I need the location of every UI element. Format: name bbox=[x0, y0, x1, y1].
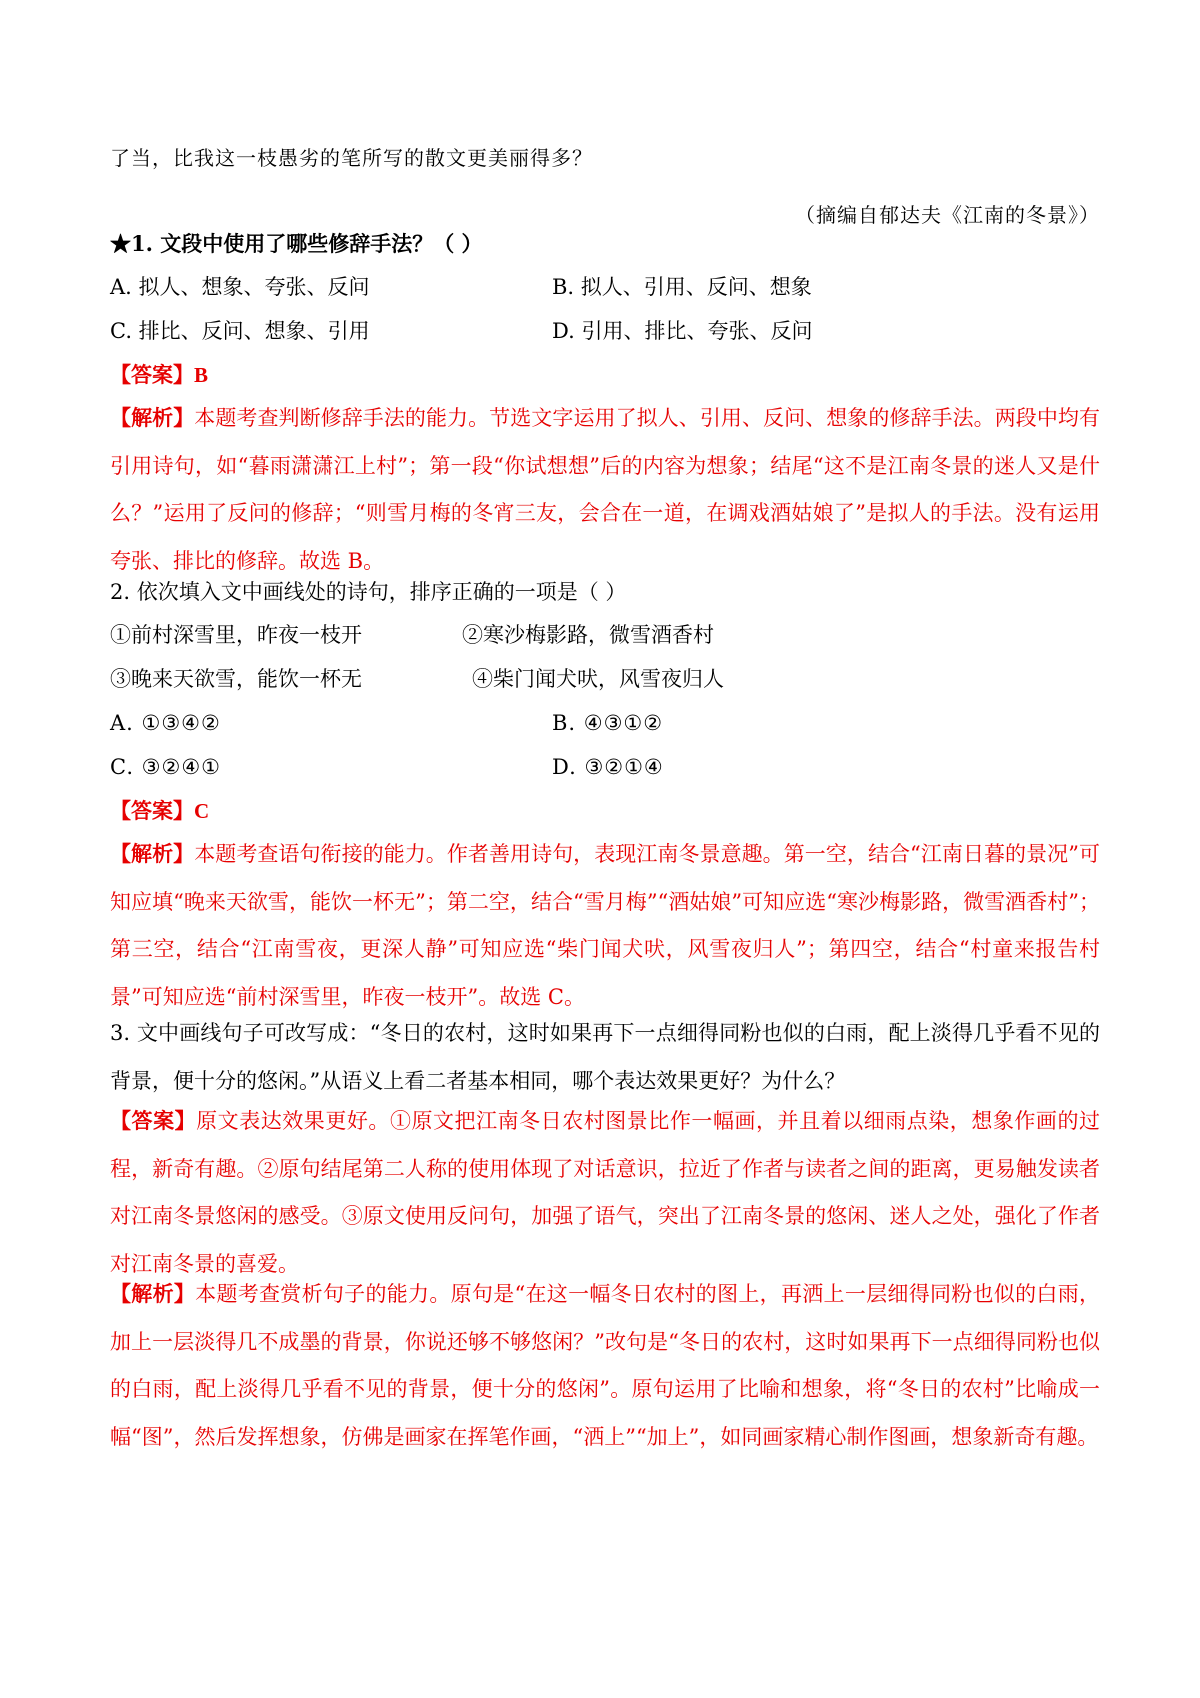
q1-stem: ★1. 文段中使用了哪些修辞手法？（ ） bbox=[110, 231, 483, 256]
q1-option-a: A. 拟人、想象、夸张、反问 bbox=[110, 275, 370, 299]
analysis-tag: 【解析】 bbox=[110, 1281, 196, 1306]
passage-tail-line: 了当，比我这一枝愚劣的笔所写的散文更美丽得多？ bbox=[110, 146, 593, 170]
q1-option-b: B. 拟人、引用、反问、想象 bbox=[552, 275, 812, 299]
q1-analysis bbox=[110, 394, 1100, 584]
q2-option-a: A. ①③④② bbox=[110, 711, 221, 735]
analysis-tag: 【解析】 bbox=[110, 841, 195, 866]
q2-analysis-text: 本题考查语句衔接的能力。作者善用诗句，表现江南冬景意趣。第一空，结合“江南日暮的景况”可知应填“晚来天欲雪，能饮一杯无”；第二空，结合“雪月梅”“酒姑娘”可知应选“寒沙梅影路，微雪酒香村”；第三空，结合“江南雪夜，更深人静”可知应选“柴门闻犬吠，风雪夜归人”；第四空，结合“村童来报告村景”可知应选“前村深雪里，昨夜一枝开”。故选 C。 bbox=[110, 842, 1101, 1009]
q1-analysis-text: 本题考查判断修辞手法的能力。节选文字运用了拟人、引用、反问、想象的修辞手法。两段中均有引用诗句，如“暮雨潇潇江上村”；第一段“你试想想”后的内容为想象；结尾“这不是江南冬景的迷人又是什么？”运用了反问的修辞；“则雪月梅的冬宵三友，会合在一道，在调戏酒姑娘了”是拟人的手法。没有运用夸张、排比的修辞。故选 B。 bbox=[110, 406, 1101, 573]
q2-verse-1: ①前村深雪里，昨夜一枝开 bbox=[110, 623, 362, 647]
q2-option-d: D. ③②①④ bbox=[552, 755, 664, 779]
q1-answer bbox=[110, 360, 208, 390]
q3-stem: 3. 文中画线句子可改写成：“冬日的农村，这时如果再下一点细得同粉也似的白雨，配上淡得几乎看不见的背景，便十分的悠闲。”从语义上看二者基本相同，哪个表达效果更好？为什么？ bbox=[110, 1021, 1100, 1093]
q1-answer-value: B bbox=[194, 363, 209, 387]
q3-answer-text: 原文表达效果更好。①原文把江南冬日农村图景比作一幅画，并且着以细雨点染，想象作画的过程，新奇有趣。②原句结尾第二人称的使用体现了对话意识，拉近了作者与读者之间的距离，更易触发读者对江南冬景悠闲的感受。③原文使用反问句，加强了语气，突出了江南冬景的悠闲、迷人之处，强化了作者对江南冬景的喜爱。 bbox=[110, 1109, 1101, 1276]
answer-tag: 【答案】 bbox=[110, 362, 194, 387]
answer-tag: 【答案】 bbox=[110, 1108, 197, 1133]
analysis-tag: 【解析】 bbox=[110, 405, 195, 430]
answer-tag: 【答案】 bbox=[110, 798, 194, 823]
q2-verse-4: ④柴门闻犬吠，风雪夜归人 bbox=[472, 667, 724, 691]
q2-verse-2: ②寒沙梅影路，微雪酒香村 bbox=[462, 623, 714, 647]
q2-stem: 2. 依次填入文中画线处的诗句，排序正确的一项是（ ） bbox=[110, 580, 627, 604]
q3-analysis-text: 本题考查赏析句子的能力。原句是“在这一幅冬日农村的图上，再洒上一层细得同粉也似的白雨，加上一层淡得几不成墨的背景，你说还够不够悠闲？”改句是“冬日的农村，这时如果再下一点细得同粉也似的白雨，配上淡得几乎看不见的背景，便十分的悠闲”。原句运用了比喻和想象，将“冬日的农村”比喻成一幅“图”，然后发挥想象，仿佛是画家在挥笔作画，“洒上”“加上”，如同画家精心制作图画，想象新奇有趣。 bbox=[110, 1282, 1101, 1449]
q1-option-c: C. 排比、反问、想象、引用 bbox=[110, 319, 370, 343]
q3-answer bbox=[110, 1097, 1100, 1287]
q2-option-c: C. ③②④① bbox=[110, 755, 221, 779]
passage-source: （摘编自郁达夫《江南的冬景》） bbox=[795, 203, 1100, 227]
q2-answer bbox=[110, 796, 209, 826]
q2-option-b: B. ④③①② bbox=[552, 711, 664, 735]
q2-answer-value: C bbox=[194, 799, 210, 823]
q1-option-d: D. 引用、排比、夸张、反问 bbox=[552, 319, 813, 343]
q3-analysis bbox=[110, 1270, 1100, 1460]
q2-analysis bbox=[110, 830, 1100, 1020]
q2-verse-3: ③晚来天欲雪，能饮一杯无 bbox=[110, 667, 362, 691]
